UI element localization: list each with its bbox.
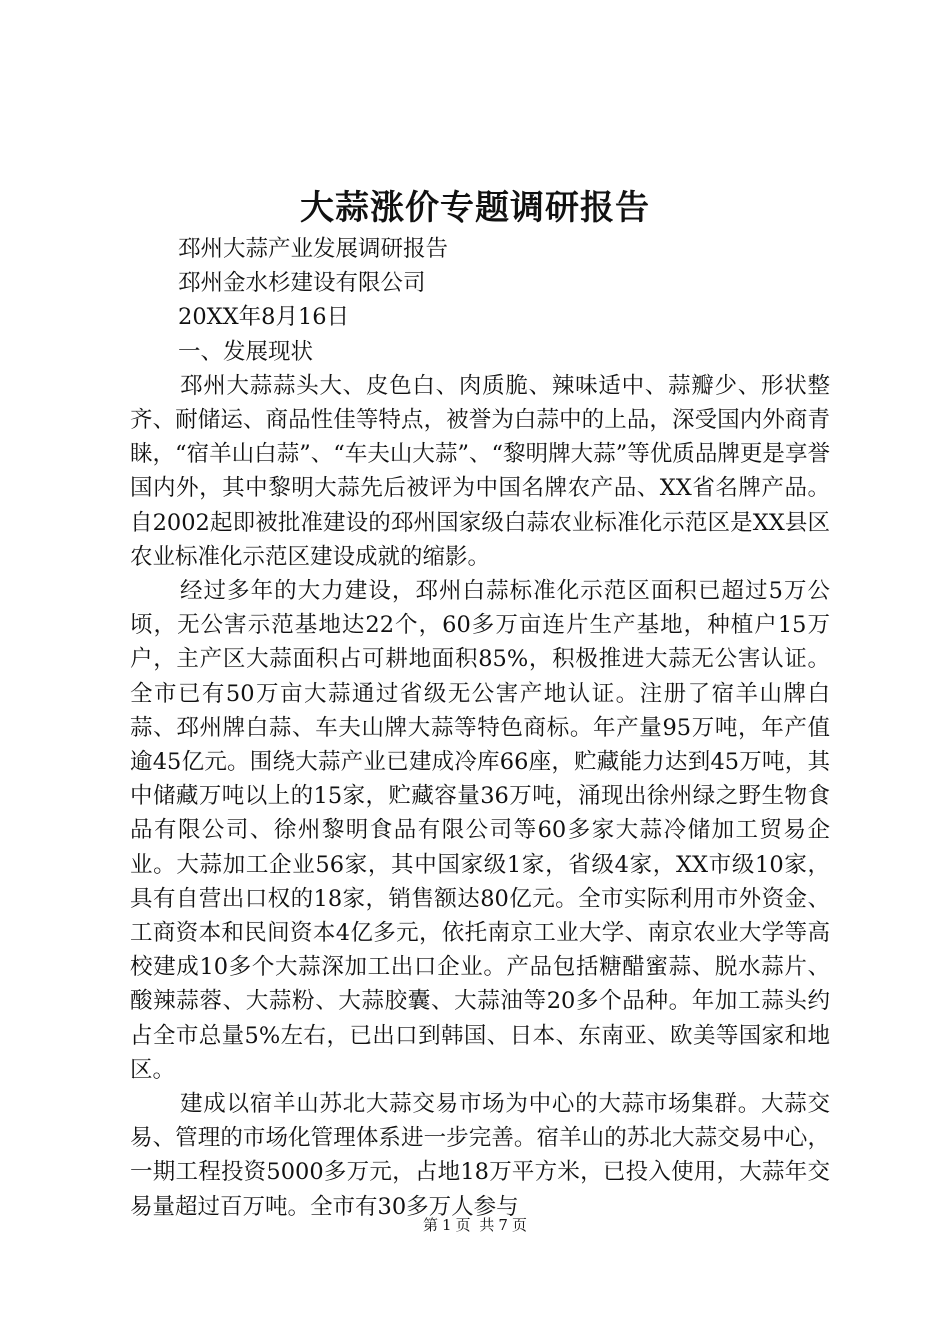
document-body [130,232,830,1224]
total-label: 页 [511,1216,527,1234]
total-prefix: 共 [479,1216,495,1234]
report-date: 20XX年8月16日 [178,304,350,331]
total-pages: 7 [498,1216,508,1234]
page-prefix: 第 [423,1216,439,1234]
paragraph: 邳州大蒜蒜头大、皮色白、肉质脆、辣味适中、蒜瓣少、形状整齐、耐储运、商品性佳等特点，被誉为白蒜中的上品，深受国内外商青睐，“宿羊山白蒜”、“车夫山大蒜”、“黎明牌大蒜”等优质品牌更是享誉国内外，其中黎明大蒜先后被评为中国名牌农产品、XX省名牌产品。自2002起即被批准建设的邳州国家级白蒜农业标准化示范区是XX县区农业标准化示范区建设成就的缩影。 [130,372,830,570]
section-heading: 一、发展现状 [178,338,314,365]
paragraph: 建成以宿羊山苏北大蒜交易市场为中心的大蒜市场集群。大蒜交易、管理的市场化管理体系进一步完善。宿羊山的苏北大蒜交易中心，一期工程投资5000多万元，占地18万平方米，已投入使用，大蒜年交易量超过百万吨。全市有30多万人参与 [130,1091,830,1220]
page-label: 页 [455,1216,471,1234]
page-footer [0,1214,950,1236]
document-title: 大蒜涨价专题调研报告 [300,188,650,228]
company-name: 邳州金水杉建设有限公司 [178,270,426,297]
report-subtitle: 邳州大蒜产业发展调研报告 [178,236,449,262]
page-number: 1 [442,1216,452,1234]
paragraph: 经过多年的大力建设，邳州白蒜标准化示范区面积已超过5万公顷，无公害示范基地达22个，60多万亩连片生产基地，种植户15万户，主产区大蒜面积占可耕地面积85%，积极推进大蒜无公害认证。全市已有50万亩大蒜通过省级无公害产地认证。注册了宿羊山牌白蒜、邳州牌白蒜、车夫山牌大蒜等特色商标。年产量95万吨，年产值逾45亿元。围绕大蒜产业已建成冷库66座，贮藏能力达到45万吨，其中储藏万吨以上的15家，贮藏容量36万吨，涌现出徐州绿之野生物食品有限公司、徐州黎明食品有限公司等60多家大蒜冷储加工贸易企业。大蒜加工企业56家，其中国家级1家，省级4家，XX市级10家，具有自营出口权的18家，销售额达80亿元。全市实际利用市外资金、工商资本和民间资本4亿多元，依托南京工业大学、南京农业大学等高校建成10多个大蒜深加工出口企业。产品包括糖醋蜜蒜、脱水蒜片、酸辣蒜蓉、大蒜粉、大蒜胶囊、大蒜油等20多个品种。年加工蒜头约占全市总量5%左右，已出口到韩国、日本、东南亚、欧美等国家和地区。 [130,578,830,1083]
